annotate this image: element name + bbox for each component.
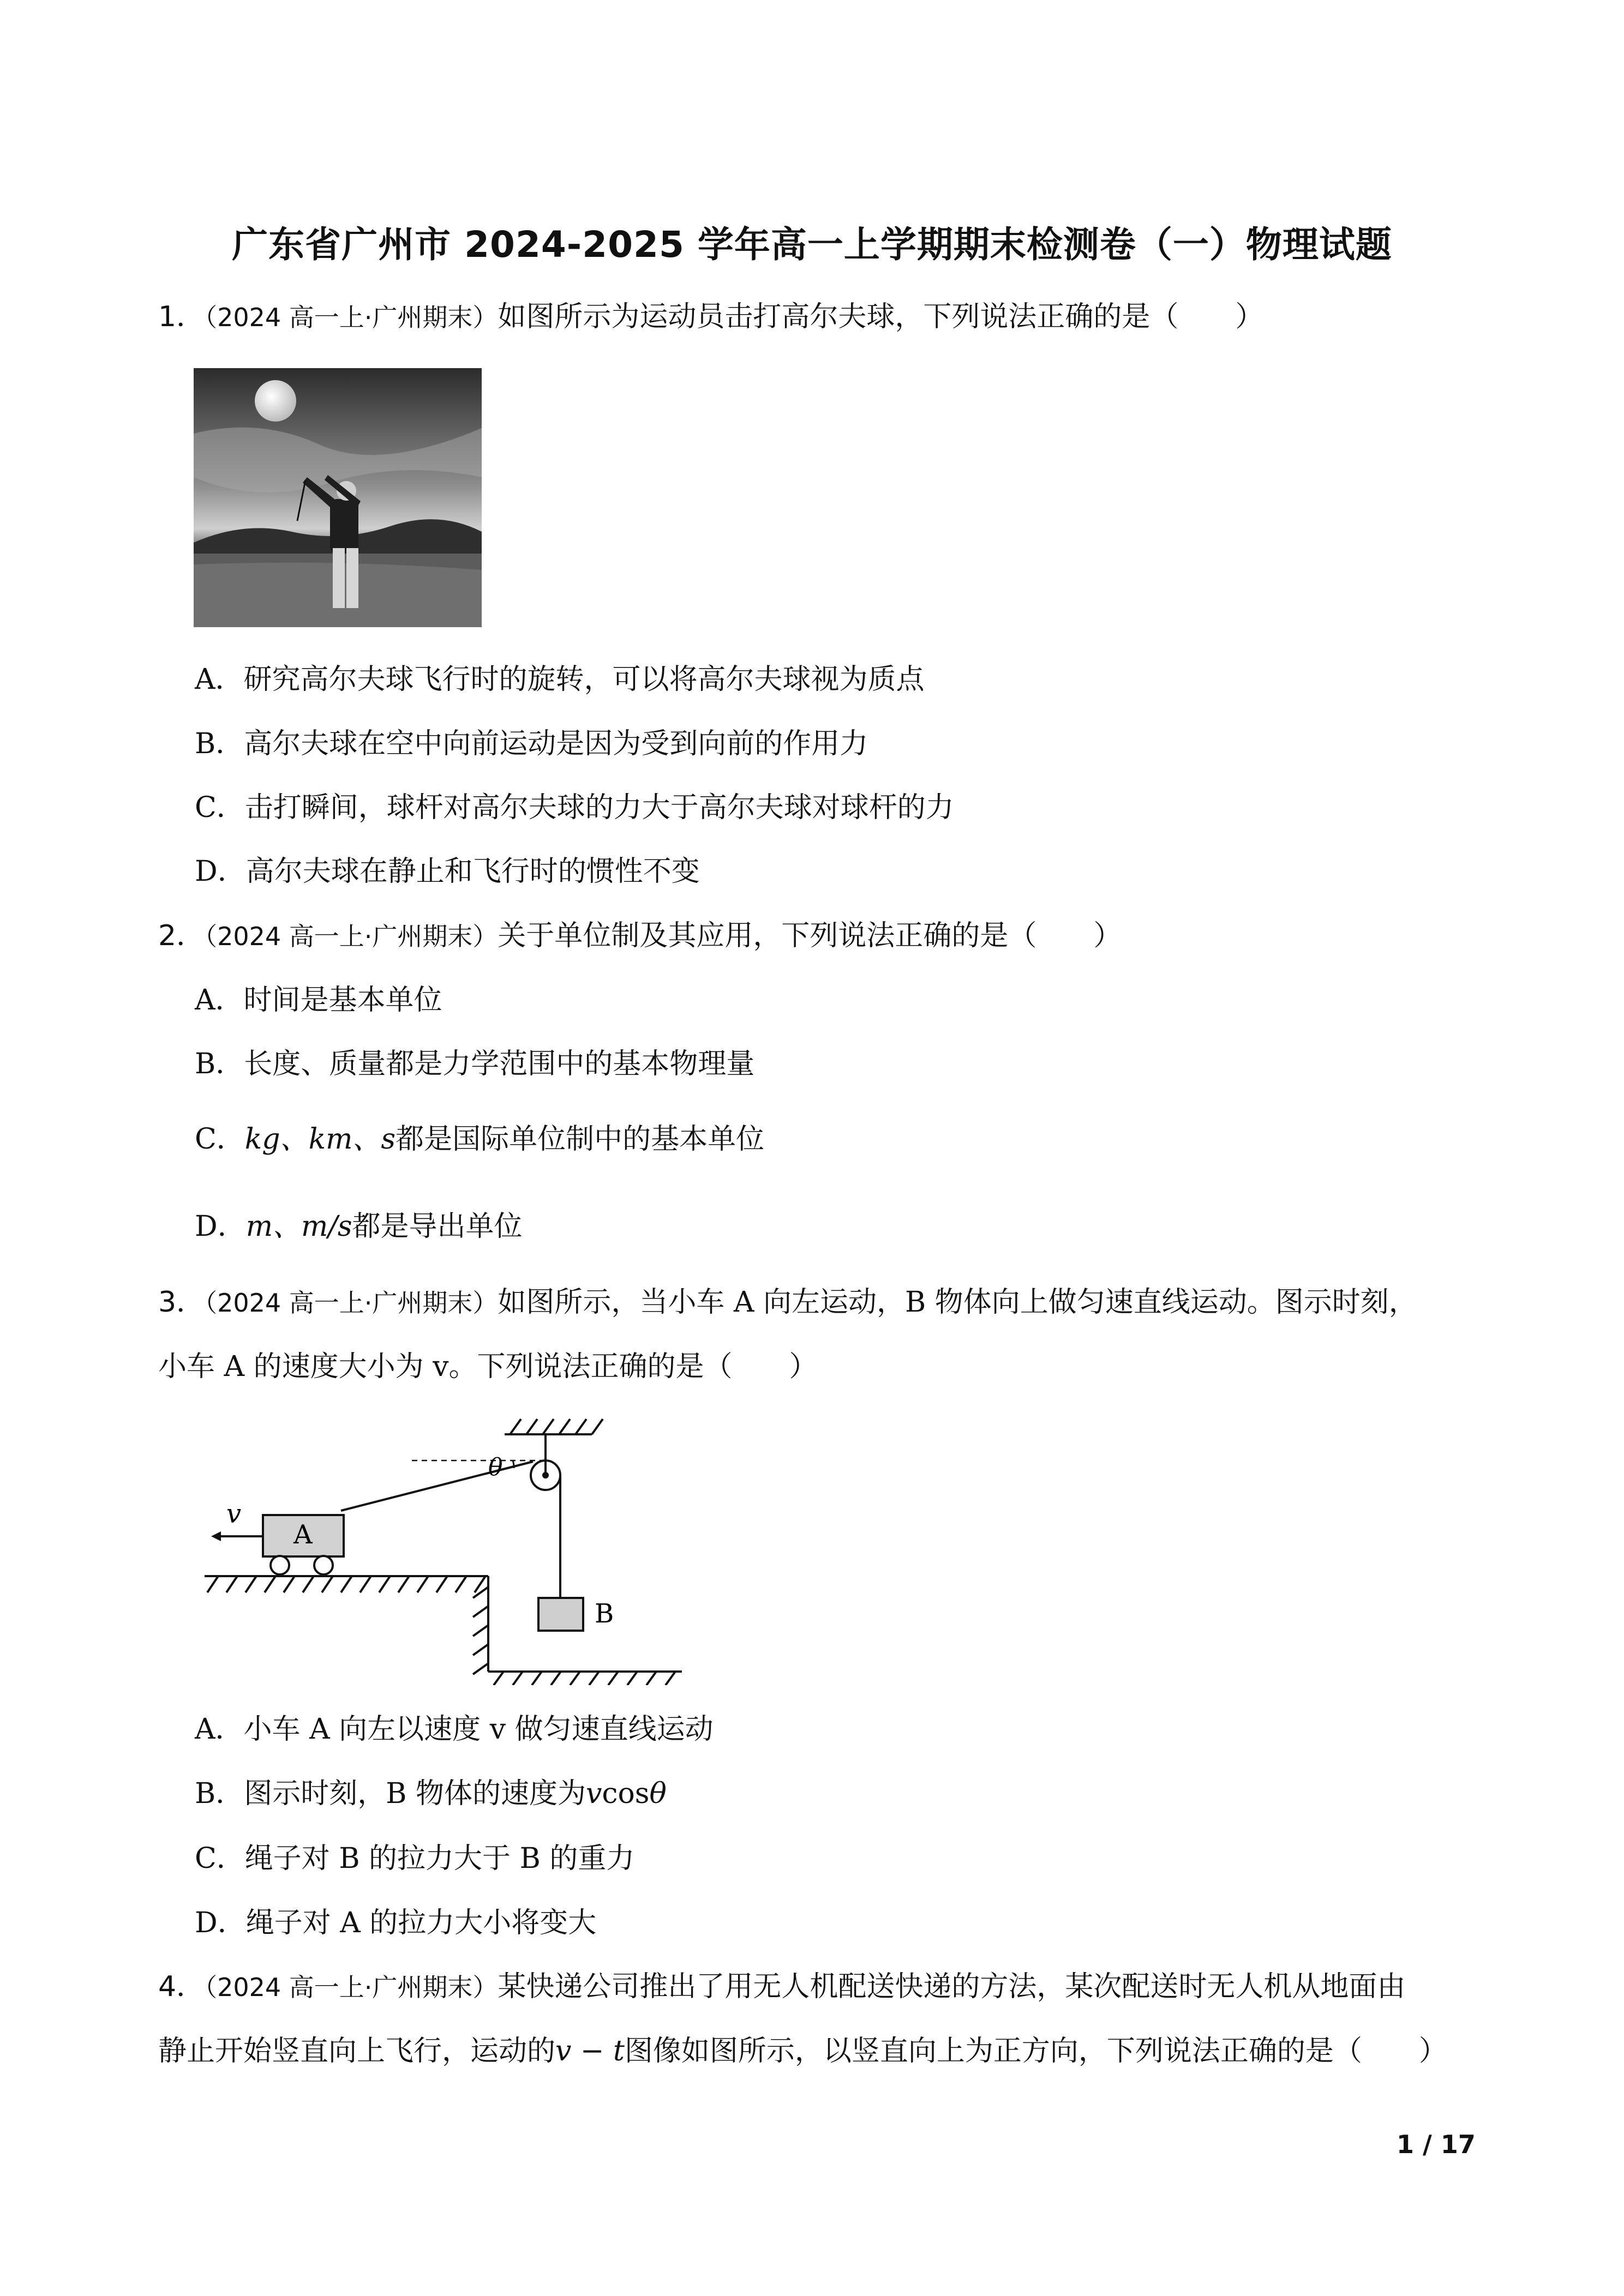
golf-player-photo [194,368,482,627]
question-3-option-b [195,1777,667,1811]
question-1-option-c: C．击打瞬间，球杆对高尔夫球的力大于高尔夫球对球杆的力 [195,791,954,824]
question-1-stem [158,300,1263,334]
question-3-stem-line2: 小车 A 的速度大小为 v。下列说法正确的是（ ） [158,1350,818,1383]
theta-math: θ [649,1777,667,1810]
page-title: 广东省广州市 2024-2025 学年高一上学期期末检测卷（一）物理试题 [232,224,1392,266]
units-math: m、m/s [245,1210,352,1243]
question-number: 4． [158,1970,205,2003]
pulley-axle [543,1473,548,1477]
velocity-arrow-head [211,1531,221,1541]
question-text: 某快递公司推出了用无人机配送快递的方法，某次配送时无人机从地面由 [498,1970,1406,2003]
option-label: D． [195,1210,246,1243]
question-number: 3． [158,1286,205,1319]
label-velocity: v [226,1499,242,1529]
cos-math: cos [602,1777,650,1810]
option-text: B．图示时刻，B 物体的速度为 [195,1777,586,1810]
question-3-stem-line1 [158,1285,1417,1320]
option-label: C． [195,1123,245,1156]
block-b [538,1598,583,1631]
wall-hatch [473,1587,488,1674]
vt-math: v − t [555,2035,625,2067]
question-source: （2024 高一上·广州期末） [205,922,498,951]
car-a-wheel-left [271,1556,289,1574]
question-source: （2024 高一上·广州期末） [205,1288,498,1318]
car-a-wheel-right [314,1556,333,1574]
question-2-option-b: B．长度、质量都是力学范围中的基本物理量 [195,1048,755,1080]
golf-photo-illustration [194,368,482,627]
question-2-option-a: A．时间是基本单位 [195,984,442,1017]
question-text: 如图所示，当小车 A 向左运动，B 物体向上做匀速直线运动。图示时刻， [498,1286,1417,1319]
question-number: 2． [158,919,205,952]
option-text: 都是国际单位制中的基本单位 [395,1123,765,1156]
label-block-b: B [595,1598,614,1629]
question-4-stem-line2 [158,2034,1447,2068]
question-source: （2024 高一上·广州期末） [205,1973,498,2002]
question-3-option-c: C．绳子对 B 的拉力大于 B 的重力 [195,1842,635,1875]
units-math: kg、km、s [244,1123,396,1156]
question-text: 图像如图所示，以竖直向上为正方向，下列说法正确的是（ ） [624,2035,1447,2067]
question-text: 如图所示为运动员击打高尔夫球，下列说法正确的是（ ） [498,300,1264,333]
label-car-a: A [293,1519,313,1550]
question-2-stem [158,919,1122,953]
question-2-option-c [195,1122,764,1156]
question-1-option-b: B．高尔夫球在空中向前运动是因为受到向前的作用力 [195,728,868,760]
rope-to-car [341,1462,533,1511]
question-1-option-a: A．研究高尔夫球飞行时的旋转，可以将高尔夫球视为质点 [195,663,925,696]
question-1-option-d: D．高尔夫球在静止和飞行时的惯性不变 [195,855,700,888]
ground-hatch [207,1576,486,1592]
question-4-stem-line1 [158,1970,1405,2004]
question-3-option-d: D．绳子对 A 的拉力大小将变大 [195,1907,597,1939]
question-number: 1． [158,300,205,333]
question-text: 关于单位制及其应用，下列说法正确的是（ ） [498,919,1122,952]
ceiling-hatch [510,1419,603,1434]
question-2-option-d [195,1210,523,1243]
velocity-math: v [585,1777,602,1810]
lower-ground-hatch [494,1672,675,1685]
pulley-diagram [194,1407,685,1685]
question-text: 静止开始竖直向上飞行，运动的 [158,2035,556,2067]
page-number: 1 / 17 [1397,2130,1476,2159]
option-text: 都是导出单位 [352,1210,523,1243]
question-source: （2024 高一上·广州期末） [205,303,498,332]
label-theta: θ [488,1453,503,1481]
question-3-option-a: A．小车 A 向左以速度 v 做匀速直线运动 [195,1713,714,1746]
pulley-diagram-svg [194,1407,685,1685]
